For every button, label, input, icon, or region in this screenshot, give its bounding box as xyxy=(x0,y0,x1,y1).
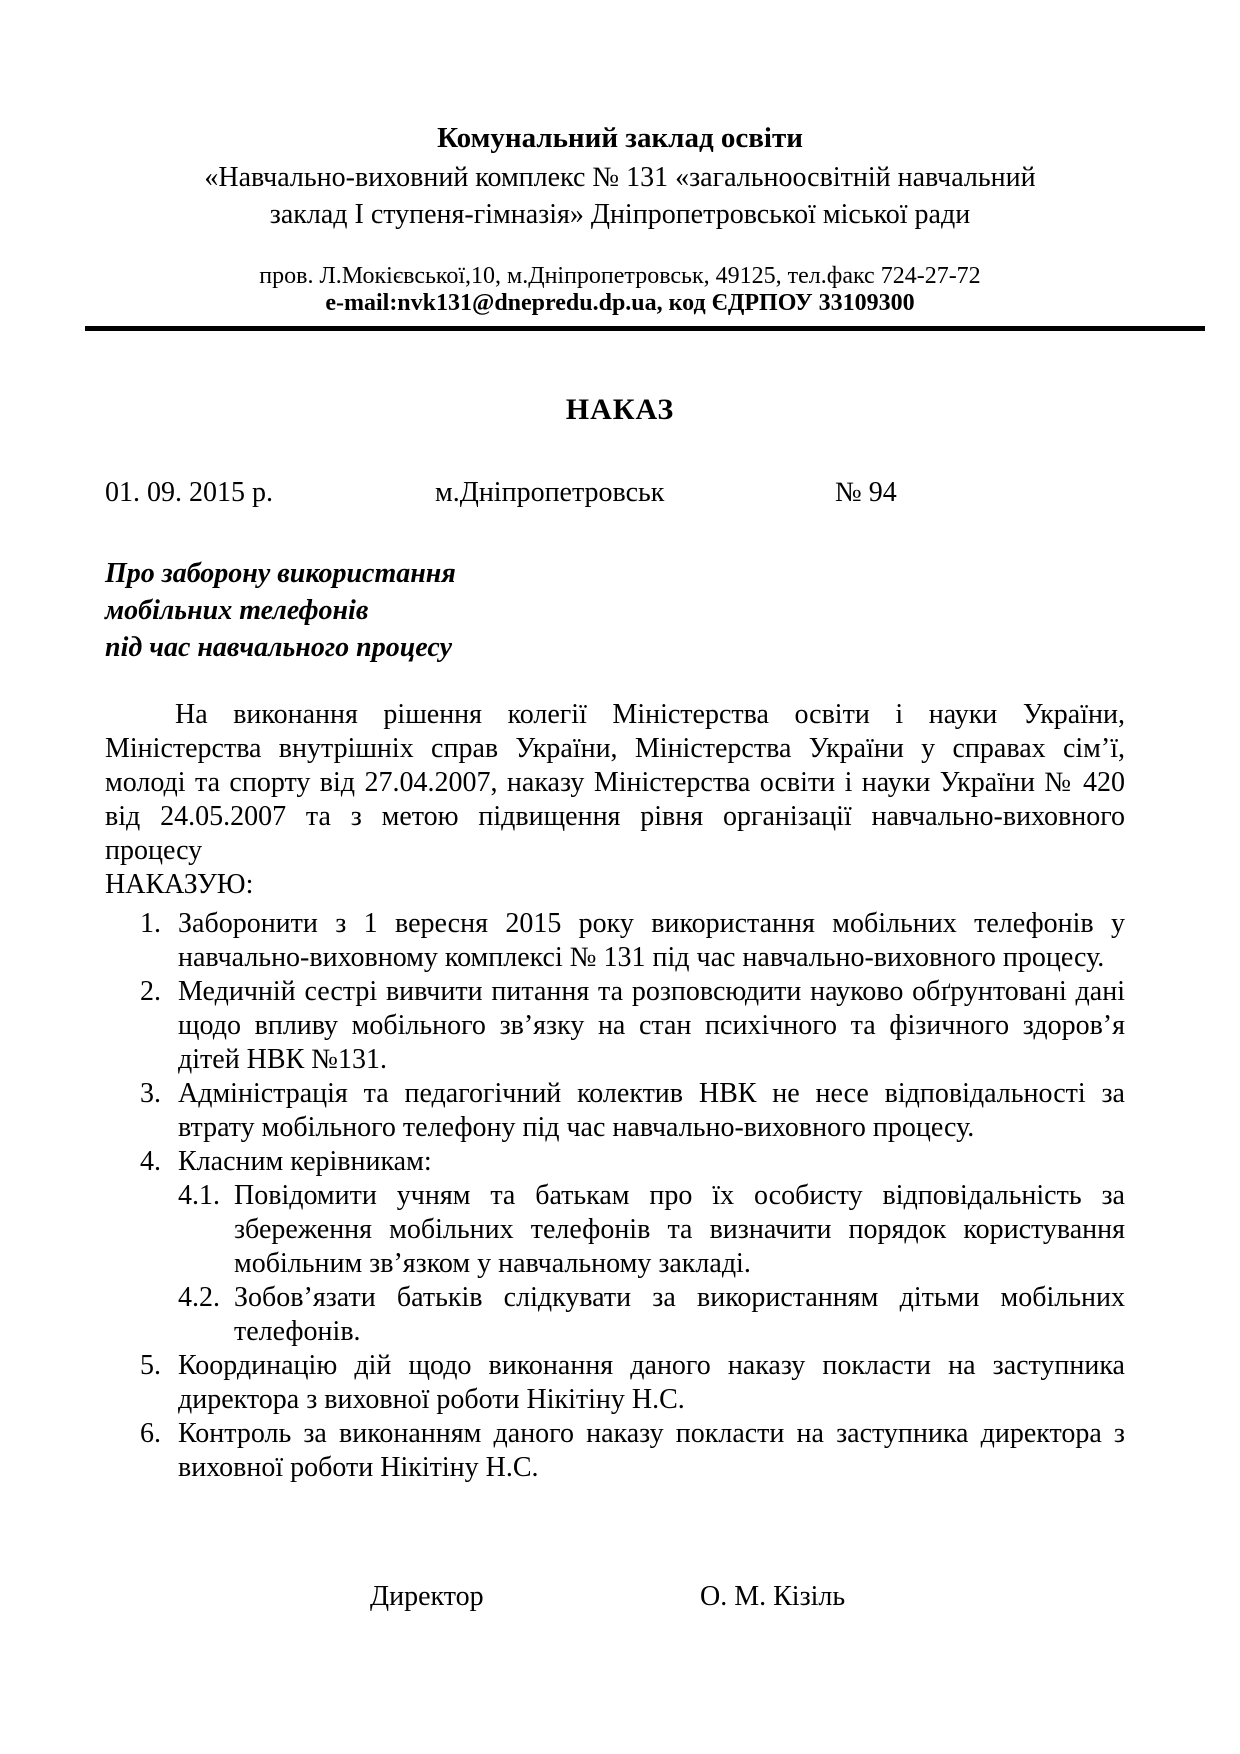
item-number: 3. xyxy=(140,1078,161,1109)
org-subtitle-line-2: заклад І ступеня-гімназія» Дніпропетровської міської ради xyxy=(269,199,971,230)
order-item-4 xyxy=(140,1145,1125,1179)
item-text: Адміністрація та педагогічний колектив НВК не несе відповідальності за втрату мобільного телефону під час навчально-виховного процесу. xyxy=(178,1078,1125,1143)
subject-line: під час навчального процесу xyxy=(105,632,453,663)
item-number: 4.2. xyxy=(178,1282,220,1313)
signer-name: О. М. Кізіль xyxy=(700,1581,846,1612)
order-item-5 xyxy=(140,1349,1125,1417)
order-date: 01. 09. 2015 р. xyxy=(105,477,273,508)
decree-word: НАКАЗУЮ: xyxy=(105,869,254,900)
item-number: 1. xyxy=(140,908,161,939)
signer-position: Директор xyxy=(370,1581,484,1612)
order-number: № 94 xyxy=(835,477,897,508)
item-number: 4. xyxy=(140,1146,161,1177)
order-item-6 xyxy=(140,1417,1125,1485)
org-subtitle-line-1: «Навчально-виховний комплекс № 131 «загальноосвітній навчальний xyxy=(204,162,1036,193)
order-item-3 xyxy=(140,1077,1125,1145)
item-number: 4.1. xyxy=(178,1180,220,1211)
order-item-4-1 xyxy=(178,1179,1125,1281)
order-items xyxy=(0,907,1240,1485)
item-number: 6. xyxy=(140,1418,161,1449)
item-text: Контроль за виконанням даного наказу покласти на заступника директора з виховної роботи Нікітіну Н.С. xyxy=(178,1418,1125,1483)
order-item-4-2 xyxy=(178,1281,1125,1349)
order-meta-row xyxy=(0,477,1240,513)
order-item-1 xyxy=(140,907,1125,975)
item-text: Медичній сестрі вивчити питання та розповсюдити науково обґрунтовані дані щодо впливу мобільного зв’язку на стан психічного та фізичного здоров’я дітей НВК №131. xyxy=(178,976,1125,1075)
item-text: Повідомити учням та батькам про їх особисту відповідальність за збереження мобільних телефонів та визначити порядок користування мобільним зв’язком у навчальному закладі. xyxy=(234,1180,1125,1279)
item-text: Класним керівникам: xyxy=(178,1146,432,1177)
item-text: Координацію дій щодо виконання даного наказу покласти на заступника директора з виховної роботи Нікітіну Н.С. xyxy=(178,1350,1125,1415)
signature-block xyxy=(0,1581,1240,1617)
subject-line: Про заборону використання xyxy=(105,558,456,589)
org-name: Комунальний заклад освіти xyxy=(437,122,803,154)
letterhead xyxy=(0,0,1240,317)
letterhead-divider xyxy=(85,326,1205,331)
order-city: м.Дніпропетровськ xyxy=(435,477,665,508)
item-text: Заборонити з 1 вересня 2015 року використання мобільних телефонів у навчально-виховному комплексі № 131 під час навчально-виховного процесу. xyxy=(178,908,1125,973)
org-contacts: e-mail:nvk131@dnepredu.dp.ua, код ЄДРПОУ 33109300 xyxy=(325,290,915,316)
item-text: Зобов’язати батьків слідкувати за використанням дітьми мобільних телефонів. xyxy=(234,1282,1125,1347)
order-subject xyxy=(105,555,1240,666)
order-item-2 xyxy=(140,975,1125,1077)
item-number: 5. xyxy=(140,1350,161,1381)
org-address: пров. Л.Мокієвської,10, м.Дніпропетровськ, 49125, тел.факс 724-27-72 xyxy=(259,263,981,289)
document-title: НАКАЗ xyxy=(565,393,675,426)
item-number: 2. xyxy=(140,976,161,1007)
order-preamble: На виконання рішення колегії Міністерства освіти і науки України, Міністерства внутрішніх справ України, Міністерства України у справах сім’ї, молоді та спорту від 27.04.2007, наказу Міністерства освіти і науки України № 420 від 24.05.2007 та з метою підвищення рівня організації навчально-виховного процесу xyxy=(105,699,1125,866)
subject-line: мобільних телефонів xyxy=(105,595,369,626)
